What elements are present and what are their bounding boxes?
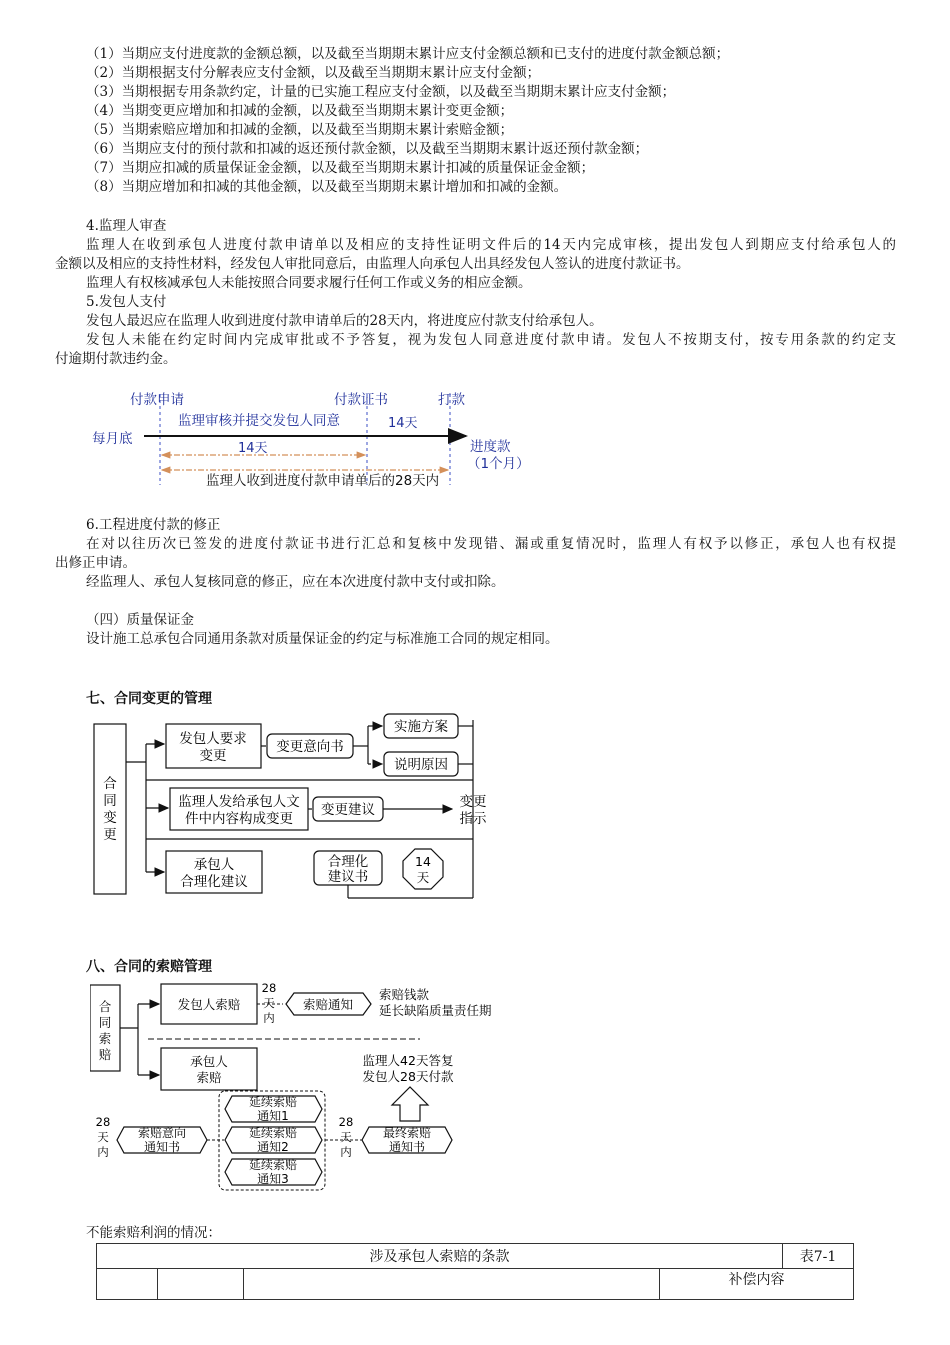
tl-month-end: 每月底 (92, 431, 133, 447)
sec6-p2: 经监理人、承包人复核同意的修正，应在本次进度付款中支付或扣除。 (86, 574, 505, 590)
tl-apply-label: 付款申请 (130, 392, 184, 408)
change-root-c3: 变 (103, 810, 117, 826)
list-item-7: （7）当期应扣减的质量保证金金额，以及截至当期期末累计扣减的质量保证金金额； (86, 160, 595, 176)
cont2-l1: 延续索赔 (248, 1126, 298, 1140)
claim-intent-l1: 索赔意向 (137, 1126, 187, 1140)
contractor-claim-l1: 承包人 (190, 1054, 228, 1069)
table-cell (158, 1269, 244, 1300)
d28a-within: 内 (263, 1011, 275, 1025)
claim-intent-l2: 通知书 (143, 1140, 181, 1154)
sec4-p1-line1: 监理人在收到承包人进度付款申请单以及相应的支持性证明文件后的14天内完成审核，提出发包人到期应支付给承包人的 (86, 237, 896, 253)
quality-p1: 设计施工总承包合同通用条款对质量保证金的约定与标准施工合同的规定相同。 (86, 631, 559, 647)
cont1-l1: 延续索赔 (248, 1095, 298, 1109)
tl-cert-label: 付款证书 (334, 392, 388, 408)
reason-label: 说明原因 (394, 757, 448, 773)
supervisor-change-l1: 监理人发给承包人文 (178, 794, 300, 810)
sec5-title: 5.发包人支付 (86, 294, 167, 310)
d28c-within: 内 (340, 1145, 352, 1159)
table-number: 表7-1 (783, 1244, 854, 1269)
tl-14days-b: 14天 (388, 416, 418, 431)
up-arrow-icon (392, 1087, 428, 1121)
sec4-title: 4.监理人审查 (86, 218, 167, 234)
table-cell (97, 1269, 158, 1300)
fourteen-days-num: 14 (415, 854, 431, 869)
claim-management-diagram (90, 978, 510, 1193)
contractor-suggestion-l1: 承包人 (193, 857, 235, 873)
list-item-5: （5）当期索赔应增加和扣减的金额，以及截至当期期末累计索赔金额； (86, 122, 514, 138)
tl-review-label: 监理审核并提交发包人同意 (178, 413, 340, 429)
final-notice-l2: 通知书 (388, 1140, 426, 1154)
list-item-2: （2）当期根据支付分解表应支付金额，以及截至当期期末累计应支付金额； (86, 65, 541, 81)
contractor-claim-l2: 索赔 (196, 1070, 222, 1085)
change-suggestion: 变更建议 (321, 802, 375, 818)
claim-root-c2: 同 (98, 1015, 112, 1030)
owner-claim: 发包人索赔 (177, 997, 241, 1012)
change-management-diagram (90, 712, 490, 908)
tl-progress: 进度款 (470, 439, 511, 455)
claim-clauses-table (96, 1243, 854, 1300)
change-root-box (94, 724, 126, 894)
cont1-l2: 通知1 (257, 1109, 289, 1123)
rational-letter-l1: 合理化 (327, 854, 369, 870)
d28b-within: 内 (97, 1145, 109, 1159)
tl-28days-label: 监理人收到进度付款申请单后的28天内 (206, 473, 440, 489)
change-order-l1: 变更 (459, 794, 487, 810)
answer-l2: 发包人28天付款 (362, 1069, 454, 1084)
owner-request-l2: 变更 (199, 748, 227, 764)
table-cell (244, 1269, 660, 1300)
list-item-3: （3）当期根据专用条款约定，计量的已实施工程应支付金额，以及截至当期期末累计应支付金额； (86, 84, 676, 100)
cont2-l2: 通知2 (257, 1140, 289, 1154)
no-profit-caption: 不能索赔利润的情况： (86, 1225, 221, 1241)
payment-timeline-diagram (80, 385, 550, 495)
d28c-num: 28 (338, 1115, 354, 1129)
list-item-6: （6）当期应支付的预付款和扣减的返还预付款金额，以及截至当期期末累计返还预付款金额； (86, 141, 649, 157)
list-item-4: （4）当期变更应增加和扣减的金额，以及截至当期期末累计变更金额； (86, 103, 514, 119)
change-root-c1: 合 (103, 776, 117, 792)
claim-item-money: 索赔钱款 (379, 987, 430, 1002)
final-notice-l1: 最终索赔 (382, 1126, 432, 1140)
intent-letter: 变更意向书 (276, 739, 344, 755)
d28a-num: 28 (261, 981, 277, 995)
sec5-p2-line1: 发包人未能在约定时间内完成审批或不予答复，视为发包人同意进度付款申请。发包人不按期支付，按专用条款的约定支 (86, 332, 896, 348)
fourteen-days-unit: 天 (416, 870, 430, 885)
claim-root-c3: 索 (98, 1031, 112, 1046)
change-root-c4: 更 (103, 827, 117, 843)
rational-letter-l2: 建议书 (327, 869, 369, 885)
d28c-unit: 天 (340, 1130, 352, 1144)
claim-item-extend: 延长缺陷质量责任期 (379, 1003, 492, 1018)
claim-root-c1: 合 (98, 999, 112, 1014)
change-order-l2: 指示 (459, 811, 487, 827)
heading-contract-claims: 八、合同的索赔管理 (86, 959, 212, 975)
sec6-p1-line2: 出修正申请。 (55, 555, 136, 571)
owner-request-l1: 发包人要求 (179, 731, 247, 747)
cont3-l2: 通知3 (257, 1172, 289, 1186)
sec6-title: 6.工程进度付款的修正 (86, 517, 221, 533)
claim-root-c4: 赔 (98, 1047, 112, 1062)
answer-l1: 监理人42天答复 (362, 1053, 454, 1068)
d28a-unit: 天 (263, 996, 275, 1010)
tl-pay-label: 打款 (438, 392, 465, 408)
tl-14days-a: 14天 (238, 441, 268, 456)
list-item-8: （8）当期应增加和扣减的其他金额，以及截至当期期末累计增加和扣减的金额。 (86, 179, 568, 195)
d28b-num: 28 (95, 1115, 111, 1129)
list-item-1: （1）当期应支付进度款的金额总额，以及截至当期期末累计应支付金额总额和已支付的进度付款金额总额； (86, 46, 730, 62)
heading-contract-change: 七、合同变更的管理 (86, 691, 212, 707)
claim-notice: 索赔通知 (302, 997, 354, 1012)
change-root-c2: 同 (103, 793, 117, 809)
sec4-p2: 监理人有权核减承包人未能按照合同要求履行任何工作或义务的相应金额。 (86, 275, 532, 291)
quality-title: （四）质量保证金 (86, 612, 194, 628)
sec5-p2-line2: 付逾期付款违约金。 (55, 351, 177, 367)
cont3-l1: 延续索赔 (248, 1158, 298, 1172)
table-title: 涉及承包人索赔的条款 (97, 1244, 783, 1269)
sec6-p1-line1: 在对以往历次已签发的进度付款证书进行汇总和复核中发现错、漏或重复情况时，监理人有权予以修正，承包人也有权提 (86, 536, 896, 552)
tl-period: （1个月） (467, 456, 530, 472)
plan-label: 实施方案 (394, 719, 448, 735)
sec5-p1: 发包人最迟应在监理人收到进度付款申请单后的28天内，将进度应付款支付给承包人。 (86, 313, 603, 329)
sec4-p1-line2: 金额以及相应的支持性材料，经发包人审批同意后，由监理人向承包人出具经发包人签认的进度付款证书。 (55, 256, 690, 272)
supervisor-change-l2: 件中内容构成变更 (185, 811, 293, 827)
d28b-unit: 天 (97, 1130, 109, 1144)
contractor-suggestion-l2: 合理化建议 (180, 874, 248, 890)
table-comp-header: 补偿内容 (660, 1269, 854, 1300)
